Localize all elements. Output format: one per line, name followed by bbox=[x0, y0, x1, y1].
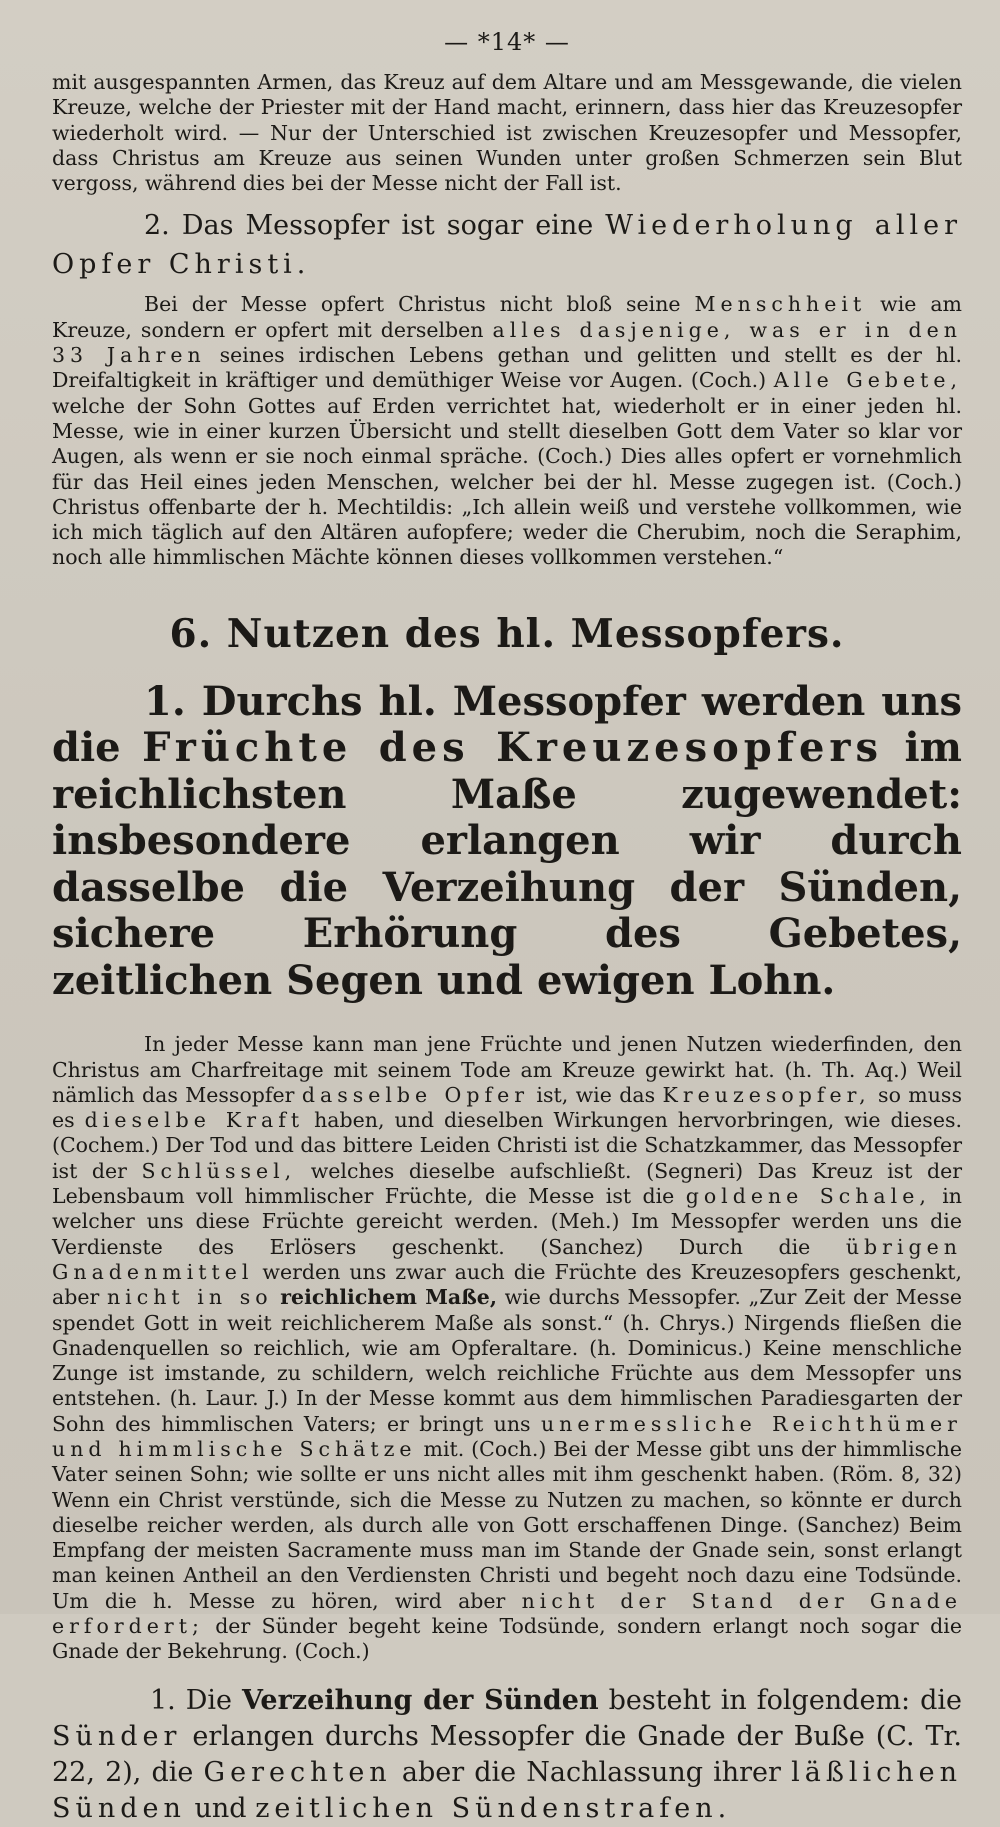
bold-run: Verzeihung der Sünden bbox=[241, 1684, 599, 1716]
text-run: Die bbox=[185, 1684, 232, 1716]
text-run: aber die Nachlassung ihrer bbox=[401, 1756, 781, 1788]
text-run: wie am Kreuze, sondern er opfert mit derselben bbox=[52, 292, 962, 342]
paragraph-continuation: mit ausgespannten Armen, das Kreuz auf dem Altare und am Messgewande, die vielen Kreuze, welche der Priester mit der Hand macht, erinnern, dass hier das Kreuzesopfer wiederholt wird. — Nur der Unterschied ist zwischen Kreuzesopfer und Messopfer, dass Christus am Kreuze aus seinen Wunden unter großen Schmerzen sein Blut vergoss, während dies bei der Messe nicht der Fall ist. bbox=[52, 70, 962, 196]
text-run: und bbox=[194, 1792, 247, 1824]
emphasis-run: dieselbe Kraft bbox=[84, 1108, 305, 1133]
text-run: welche der Sohn Gottes auf Erden verrichtet hat, wiederholt er in einer jeden hl. Messe, wie in einer kurzen Übersicht und stellt dieselben Gott dem Vater so klar vor Augen, als wenn er sie noch einmal spräche. (Coch.) Dies alles opfert er vornehmlich für das Heil eines jeden Menschen, welcher bei der hl. Messe zugegen ist. (Coch.) Christus offenbarte der h. Mechtildis: „Ich allein weiß und verstehe vollkommen, wie ich mich täglich auf den Altären aufopfere; weder die Cherubim, noch die Seraphim, noch alle himmlischen Mächte können dieses vollkommen verstehen.“ bbox=[52, 393, 962, 570]
bold-run: reichlichem Maße, bbox=[280, 1285, 497, 1310]
text-run: haben, und dieselben Wirkungen hervorbringen, wie dieses. (Cochem.) Der Tod und das bittere Leiden Christi ist die Schatzkammer, das Messopfer ist der bbox=[52, 1108, 962, 1183]
sub-point-number: 1. bbox=[150, 1684, 176, 1716]
emphasis-run: Gerechten bbox=[203, 1756, 392, 1788]
text-run: Durchs hl. Messopfer werden uns die bbox=[52, 677, 962, 772]
text-run: werden uns zwar auch die Früchte des Kreuzesopfers geschenkt, aber bbox=[52, 1259, 962, 1310]
text-run: im reichlichsten Maße zugewendet: insbesondere erlangen wir durch dasselbe die Verzeihung der Sünden, sichere Erhörung des Gebetes, zeitlichen Segen und ewigen Lohn. bbox=[52, 724, 962, 1004]
emphasis-run: Alle Gebete, bbox=[773, 368, 962, 393]
point-2-text: Das Messopfer ist sogar eine bbox=[181, 210, 594, 242]
text-run: erlangen durchs Messopfer die Gnade der Buße (C. Tr. 22, 2), die bbox=[52, 1720, 962, 1788]
emphasis-run: läßlichen Sünden bbox=[52, 1756, 963, 1824]
point-2-number: 2. bbox=[144, 210, 170, 242]
point-2-emphasis: Wiederholung aller Opfer Christi. bbox=[52, 210, 962, 281]
text-run: der Sünder begeht keine Todsünde, sondern erlangt noch sogar die Gnade der Bekehrung. (Coch.) bbox=[52, 1614, 962, 1664]
main-point-1 bbox=[52, 679, 962, 1005]
text-run: mit. (Coch.) Bei der Messe gibt uns der himmlische Vater seinen Sohn; wie sollte er uns nicht alles mit ihm geschenkt haben. (Röm. 8, 32) Wenn ein Christ verstünde, sich die Messe zu Nutzen zu machen, so könnte er durch dieselbe reicher werden, als durch alle von Gott erschaffenen Dinge. (Sanchez) Beim Empfang der meisten Sacramente muss man im Stande der Gnade sein, sonst erlangt man keinen Antheil an den Verdiensten Christi und begeht noch dazu eine Todsünde. Um die h. Messe zu hören, wird aber bbox=[52, 1437, 962, 1613]
paragraph-fruits bbox=[52, 1032, 962, 1664]
emphasis-run: alles dasjenige, was er in den 33 Jahren bbox=[52, 317, 962, 368]
paragraph-offering bbox=[52, 292, 962, 570]
emphasis-run: goldene Schale, bbox=[685, 1184, 931, 1209]
text-run: seines irdischen Lebens gethan und gelitten und stellt es der hl. Dreifaltigkeit in kräftiger und demüthiger Weise vor Augen. (Coch.) bbox=[52, 343, 962, 393]
main-point-number: 1. bbox=[144, 677, 186, 725]
text-run: besteht in folgendem: die bbox=[608, 1684, 962, 1716]
text-run: so muss es bbox=[52, 1082, 962, 1133]
text-run: ist, wie das bbox=[536, 1082, 656, 1107]
emphasis-run: Kreuzesopfer, bbox=[662, 1082, 871, 1107]
text-run: in welcher uns diese Früchte gereicht werden. (Meh.) Im Messopfer werden uns die Verdienste des Erlösers geschenkt. (Sanchez) Durch die bbox=[52, 1184, 963, 1259]
emphasis-run: übrigen Gnadenmittel bbox=[52, 1234, 962, 1284]
emphasis-run: zeitlichen Sündenstrafen. bbox=[255, 1792, 732, 1824]
sub-point-1 bbox=[52, 1683, 962, 1827]
emphasis-run: nicht der Stand der Gnade erfordert; bbox=[52, 1588, 962, 1639]
emphasis-run: unermessliche Reichthümer und himmlische Schätze bbox=[52, 1411, 962, 1461]
emphasis-run: nicht in so bbox=[106, 1285, 273, 1310]
emphasis-run: Sünder bbox=[52, 1720, 182, 1752]
text-run: In jeder Messe kann man jene Früchte und jenen Nutzen wiederfinden, den Christus am Charfreitage mit seinem Tode am Kreuze gewirkt hat. (h. Th. Aq.) Weil nämlich das Messopfer bbox=[52, 1032, 962, 1107]
emphasis-run: dasselbe Opfer bbox=[301, 1082, 530, 1107]
section-heading: 6. Nutzen des hl. Messopfers. bbox=[169, 610, 845, 657]
page-number: — *14* — bbox=[444, 28, 570, 56]
text-run: Bei der Messe opfert Christus nicht bloß seine bbox=[144, 292, 681, 317]
text-run: welches dieselbe aufschließt. (Segneri) Das Kreuz ist der Lebensbaum voll himmlischer Früchte, die Messe ist die bbox=[52, 1158, 962, 1209]
emphasis-run: Früchte des Kreuzesopfers bbox=[142, 724, 884, 772]
emphasis-run: Menschheit bbox=[694, 292, 867, 317]
emphasis-run: Schlüssel, bbox=[141, 1158, 297, 1183]
text-run: wie durchs Messopfer. „Zur Zeit der Messe spendet Gott in weit reichlicherem Maße als sonst.“ (h. Chrys.) Nirgends fließen die Gnadenquellen so reichlich, wie am Opferaltare. (h. Dominicus.) Keine menschliche Zunge ist imstande, zu schildern, welch reichliche Früchte aus dem Messopfer uns entstehen. (h. Laur. J.) In der Messe kommt aus dem himmlischen Paradiesgarten der Sohn des himmlischen Vaters; er bringt uns bbox=[52, 1285, 962, 1436]
point-2-heading bbox=[52, 206, 962, 284]
